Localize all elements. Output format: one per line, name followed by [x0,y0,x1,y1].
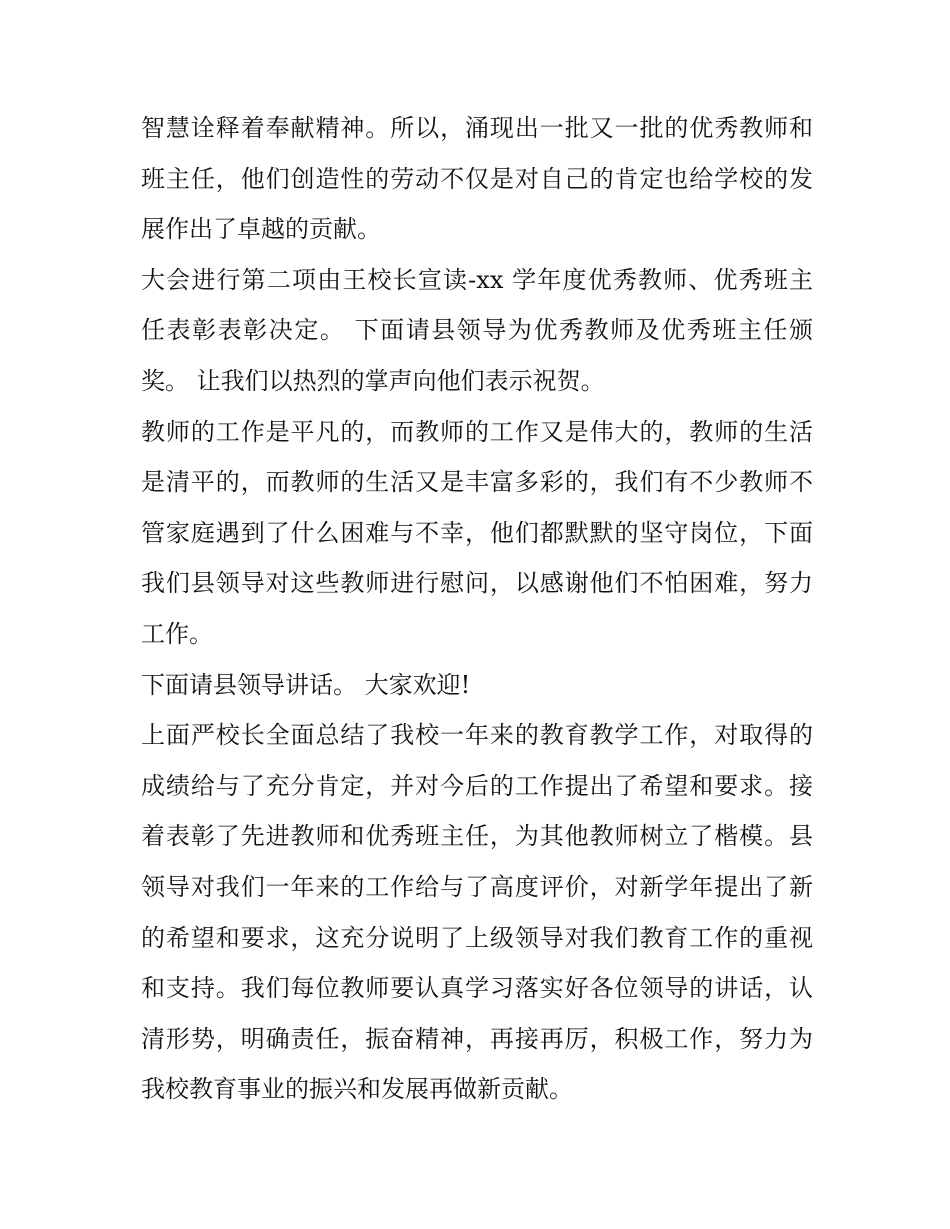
text-line: 成绩给与了充分肯定，并对今后的工作提出了希望和要求。接 [141,771,813,800]
text-line: 的希望和要求，这充分说明了上级领导对我们教育工作的重视 [141,923,813,952]
document-body [141,103,813,1115]
text-line: 和支持。我们每位教师要认真学习落实好各位领导的讲话，认 [141,974,813,1003]
text-line: 着表彰了先进教师和优秀班主任，为其他教师树立了楷模。县 [141,822,813,851]
paragraph [141,710,813,1115]
text-line: 展作出了卓越的贡献。 [141,215,381,244]
paragraph [141,660,813,711]
text-line: 管家庭遇到了什么困难与不幸，他们都默默的坚守岗位，下面 [141,518,813,547]
paragraph [141,103,813,255]
text-line: 我们县领导对这些教师进行慰问，以感谢他们不怕困难，努力 [141,569,813,598]
text-line: 清形势，明确责任，振奋精神，再接再厉，积极工作，努力为 [141,1024,813,1053]
text-line: 是清平的，而教师的生活又是丰富多彩的，我们有不少教师不 [141,468,813,497]
text-line: 奖。 让我们以热烈的掌声向他们表示祝贺。 [141,366,605,395]
text-line: 下面请县领导讲话。 大家欢迎! [141,670,471,699]
text-line: 教师的工作是平凡的，而教师的工作又是伟大的，教师的生活 [141,417,813,446]
paragraph [141,255,813,407]
text-line: 大会进行第二项由王校长宣读-xx 学年度优秀教师、优秀班主 [141,265,813,294]
text-line: 上面严校长全面总结了我校一年来的教育教学工作，对取得的 [141,721,813,750]
text-line: 班主任，他们创造性的劳动不仅是对自己的肯定也给学校的发 [141,164,813,193]
text-line: 我校教育事业的振兴和发展再做新贡献。 [141,1075,573,1104]
text-line: 领导对我们一年来的工作给与了高度评价，对新学年提出了新 [141,872,813,901]
text-line: 任表彰表彰决定。 下面请县领导为优秀教师及优秀班主任颁 [141,316,813,345]
paragraph [141,407,813,660]
text-line: 工作。 [141,619,213,648]
text-line: 智慧诠释着奉献精神。所以，涌现出一批又一批的优秀教师和 [141,114,813,142]
